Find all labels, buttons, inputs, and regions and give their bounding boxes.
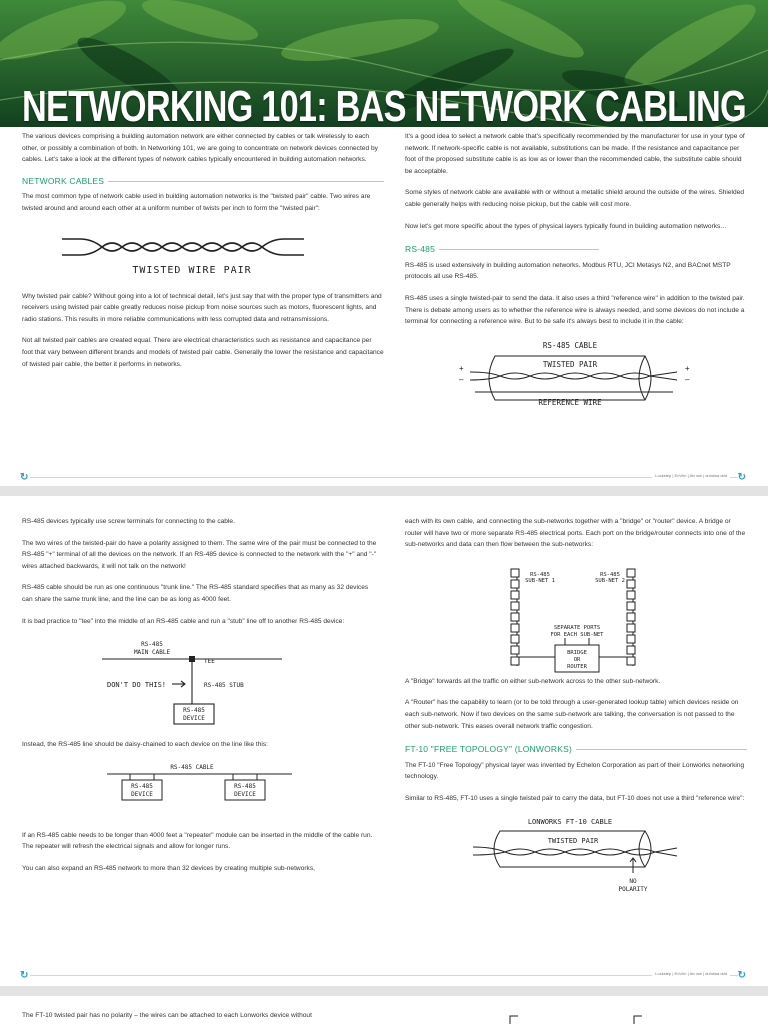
intro-paragraph: The various devices comprising a building automation network are either connected by cables or talk wirelessly to each other, or possibly a combination of both. In Networking 101, we are going to concentrate on network devices connected by cables. Let's take a look at the different types of network cables typically encountered in building automation networks. bbox=[22, 133, 378, 164]
paragraph: You can also expand an RS-485 network to more than 32 devices by creating multiple sub-networks, bbox=[22, 864, 315, 872]
device-label-1: RS-485 bbox=[183, 707, 205, 715]
bridge-label: BRIDGE bbox=[567, 649, 587, 656]
device-label-2: DEVICE bbox=[183, 715, 205, 723]
network-device-node bbox=[627, 624, 635, 632]
partial-diagram bbox=[500, 1014, 660, 1024]
twisted-pair-label: TWISTED PAIR bbox=[542, 359, 598, 369]
cable-label: RS-485 CABLE bbox=[170, 763, 214, 771]
separate-ports-label-1: SEPARATE PORTS bbox=[553, 624, 601, 631]
link-icon: ↻ bbox=[737, 472, 746, 483]
page-1 bbox=[0, 0, 768, 486]
section-heading-ft10: FT-10 "FREE TOPOLOGY" (LONWORKS) bbox=[405, 744, 747, 756]
paragraph: Similar to RS-485, FT-10 uses a single twisted pair to carry the data, but FT-10 does not use a third "reference wire": bbox=[405, 794, 745, 802]
polarity-label: POLARITY bbox=[618, 885, 648, 893]
link-icon: ↻ bbox=[20, 472, 29, 483]
plus-right: + bbox=[685, 363, 690, 373]
page-gap bbox=[0, 986, 768, 996]
left-column bbox=[22, 1010, 380, 1024]
main-cable-label-1: RS-485 bbox=[141, 641, 163, 649]
minus-right: – bbox=[685, 374, 690, 384]
device-label-1: RS-485 bbox=[234, 782, 256, 790]
network-device-node bbox=[627, 657, 635, 665]
page-2 bbox=[0, 496, 768, 986]
reference-wire-label: REFERENCE WIRE bbox=[538, 397, 602, 407]
paragraph: The two wires of the twisted-pair do have a polarity assigned to them. The same wire of the pair must be connected to the RS-485 "+" terminal of all the devices on the network. If an RS-485 device is connected to the network with the "+" and "-" wires attached backwards, it will not talk on the network! bbox=[22, 539, 377, 570]
subnet2-label-2: SUB-NET 2 bbox=[595, 577, 625, 584]
bridge-router-diagram bbox=[405, 561, 745, 676]
left-column bbox=[22, 131, 384, 380]
network-device-node bbox=[627, 646, 635, 654]
plus-left: + bbox=[459, 363, 464, 373]
right-column bbox=[405, 516, 747, 895]
left-column bbox=[22, 516, 380, 885]
page-footer bbox=[0, 970, 768, 982]
subnet1-label-1: RS-485 bbox=[530, 571, 550, 578]
paragraph: RS-485 cable should be run as one continuous "trunk line." The RS-485 standard specifies that as many as 32 devices can share the same trunk line, and the line can be as long as 4000 feet. bbox=[22, 584, 369, 603]
main-cable-label-2: MAIN CABLE bbox=[133, 649, 171, 657]
paragraph: If an RS-485 cable needs to be longer than 4000 feet a "repeater" module can be inserted in the middle of the cable run. The repeater will refresh the electrical signals and allow for longer runs. bbox=[22, 831, 373, 851]
paragraph: RS-485 uses a single twisted-pair to send the data. It also uses a third "reference wire" in addition to the twisted pair. There is debate among users as to whether the reference wire is always needed, and some devices do not include a terminal for connecting a reference wire. But to be safe it's always best to include it in the cable: bbox=[405, 294, 745, 326]
network-device-node bbox=[627, 602, 635, 610]
dont-do-this-label: DON'T DO THIS! bbox=[107, 681, 167, 690]
section-heading-network-cables: NETWORK CABLES bbox=[22, 176, 384, 188]
paragraph: RS-485 is used extensively in building automation networks. Modbus RTU, JCI Metasys N2, and BACnet MSTP protocols all use RS-485. bbox=[405, 261, 731, 281]
network-device-node bbox=[627, 635, 635, 643]
right-column bbox=[405, 131, 747, 413]
paragraph: A "Bridge" forwards all the traffic on either sub-network across to the other sub-network. bbox=[405, 677, 661, 685]
network-device-node bbox=[511, 569, 519, 577]
footer-text: Lockstep | EnVirn | Aiv ww | duhdwa ddd bbox=[652, 473, 730, 478]
page-title: NETWORKING 101: BAS NETWORK CABLING bbox=[22, 82, 746, 127]
header-banner bbox=[0, 0, 768, 127]
subnet2-label-1: RS-485 bbox=[600, 571, 620, 578]
page-gap bbox=[0, 486, 768, 496]
paragraph: Why twisted pair cable? Without going into a lot of technical detail, let's just say that with the proper type of transmitters and receivers using twisted pair cable greatly reduces noise pickup from noise sources such as motors, fluorescent lights, and radio stations. This results in more reliable communications with less corrupted data and retransmissions. bbox=[22, 292, 382, 323]
rs485-daisy-chain-diagram bbox=[22, 761, 322, 816]
ft10-cable-diagram bbox=[405, 815, 745, 895]
rs485-stub-diagram bbox=[22, 637, 322, 729]
twisted-pair-label: TWISTED WIRE PAIR bbox=[132, 264, 252, 275]
rs485-cable-label: RS-485 CABLE bbox=[542, 340, 598, 350]
tee-junction bbox=[189, 656, 195, 662]
network-device-node bbox=[627, 613, 635, 621]
network-device-node bbox=[627, 591, 635, 599]
separate-ports-label-2: FOR EACH SUB-NET bbox=[550, 631, 604, 638]
paragraph: RS-485 devices typically use screw terminals for connecting to the cable. bbox=[22, 518, 235, 525]
rs485-cable-diagram bbox=[405, 338, 745, 413]
paragraph: Instead, the RS-485 line should be daisy-chained to each device on the line like this: bbox=[22, 741, 268, 749]
router-label: ROUTER bbox=[567, 663, 587, 670]
link-icon: ↻ bbox=[737, 970, 746, 981]
device-label-1: RS-485 bbox=[131, 782, 153, 790]
page-3 bbox=[0, 996, 768, 1024]
section-heading-rs485: RS-485 bbox=[405, 244, 747, 256]
paragraph: Not all twisted pair cables are created equal. There are electrical characteristics such as resistance and capacitance per foot that vary between different brands and models of twisted pair cable. Generally the lower the resistance and capacitance of twisted pair cable, the better it performs in networks. bbox=[22, 337, 384, 368]
network-device-node bbox=[511, 602, 519, 610]
network-device-node bbox=[511, 657, 519, 665]
network-device-node bbox=[511, 591, 519, 599]
tee-label: TEE bbox=[204, 658, 215, 666]
paragraph: A "Router" has the capability to learn (or to be told through a user-generated lookup table) which devices reside on each sub-network. Now if two devices on the same sub-network are talking, the conversation is not passed to the other sub-network. This eases overall network traffic congestion. bbox=[405, 699, 739, 730]
ft10-title-label: LONWORKS FT-10 CABLE bbox=[527, 817, 613, 826]
footer-text: Lockstep | EnVirn | Aiv ww | duhdwa ddd bbox=[652, 971, 730, 976]
link-icon: ↻ bbox=[20, 970, 29, 981]
network-device-node bbox=[627, 580, 635, 588]
subnet1-label-2: SUB-NET 1 bbox=[525, 577, 555, 584]
network-device-node bbox=[511, 624, 519, 632]
network-device-node bbox=[511, 613, 519, 621]
no-label: NO bbox=[629, 877, 637, 885]
network-device-node bbox=[511, 580, 519, 588]
device-label-2: DEVICE bbox=[131, 790, 153, 798]
twisted-pair-label: TWISTED PAIR bbox=[547, 836, 599, 845]
paragraph: The most common type of network cable used in building automation networks is the "twisted pair" cable. Two wires are twisted around and around each other at a uniform number of twists per inch to form the "twisted pair": bbox=[22, 193, 371, 212]
stub-label: RS-485 STUB bbox=[204, 682, 244, 690]
network-device-node bbox=[627, 569, 635, 577]
paragraph: each with its own cable, and connecting the sub-networks together with a "bridge" or "router" device. A bridge or router will have two or more separate RS-485 electrical ports. Each port on the bridge/router connects into one of the sub-networks and data can then flow between the sub-networks: bbox=[405, 518, 746, 549]
network-device-node bbox=[511, 635, 519, 643]
paragraph: Some styles of network cable are available with or without a metallic shield around the outside of the wires. Shielded cable generally helps with reducing noise pickup, but the cable will cost more. bbox=[405, 189, 745, 208]
device-label-2: DEVICE bbox=[234, 790, 256, 798]
paragraph: Now let's get more specific about the types of physical layers typically found in building automation networks… bbox=[405, 222, 727, 230]
network-device-node bbox=[511, 646, 519, 654]
paragraph: It's a good idea to select a network cable that's specifically recommended by the manufacturer for use in your type of network. If network-specific cable is not available, substitutions can be made. If the resistance and capacitance per foot of the proposed substitute cable is as low as or lower than the recommended cable, the substitute cable should be acceptable. bbox=[405, 133, 745, 175]
twisted-pair-diagram bbox=[22, 225, 322, 275]
paragraph: The FT-10 twisted pair has no polarity – the wires can be attached to each Lonworks device without bbox=[22, 1012, 312, 1019]
page-footer bbox=[0, 472, 768, 484]
minus-left: – bbox=[459, 374, 464, 384]
or-label: OR bbox=[573, 656, 581, 663]
paragraph: It is bad practice to "tee" into the middle of an RS-485 cable and run a "stub" line off to another RS-485 device: bbox=[22, 617, 345, 625]
paragraph: The FT-10 "Free Topology" physical layer was invented by Echelon Corporation as part of their Lonworks networking technology. bbox=[405, 761, 745, 781]
